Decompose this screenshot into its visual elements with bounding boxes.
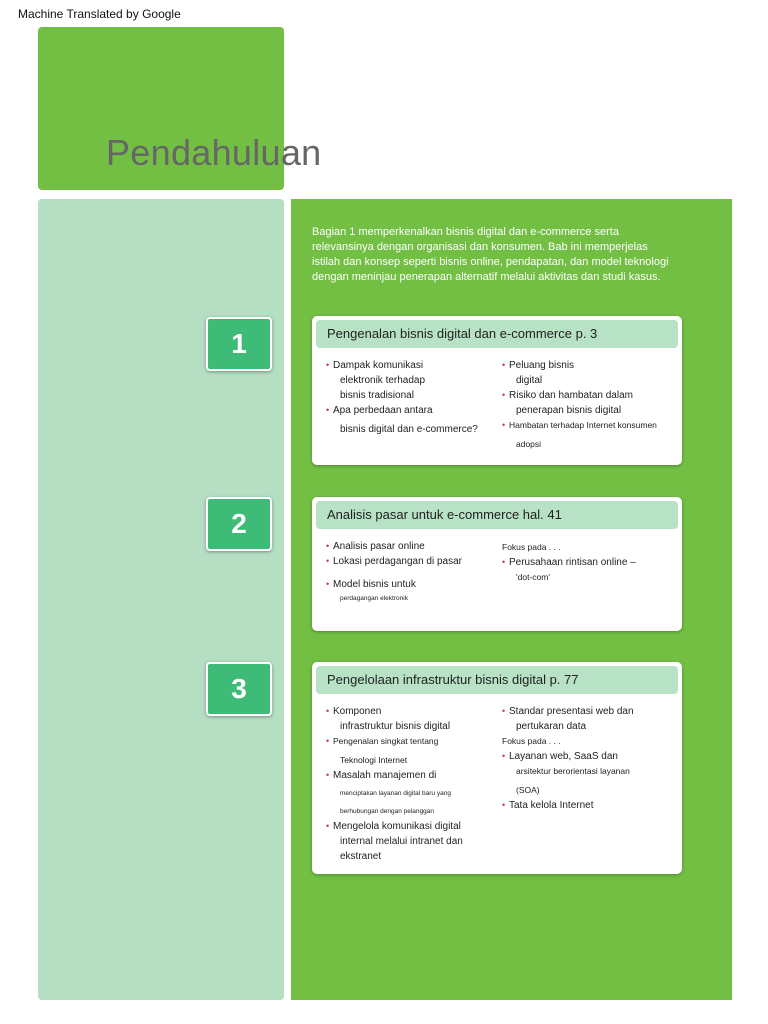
list-item: • Mengelola komunikasi digital bbox=[326, 819, 496, 834]
section-card bbox=[312, 316, 682, 465]
section-title: Analisis pasar untuk e-commerce hal. 41 bbox=[327, 507, 562, 522]
section-number-badge: 3 bbox=[206, 662, 272, 716]
list-item-continuation: bisnis tradisional bbox=[340, 390, 414, 401]
list-item-continuation: bisnis digital dan e-commerce? bbox=[340, 424, 478, 435]
list-item-continuation: Teknologi Internet bbox=[340, 755, 408, 765]
section-card bbox=[312, 497, 682, 631]
list-item-continuation: ekstranet bbox=[340, 851, 382, 862]
list-item: • Layanan web, SaaS dan bbox=[502, 749, 678, 764]
list-item-continuation: berhubungan dengan pelanggan bbox=[340, 808, 434, 815]
section-left-list bbox=[326, 358, 496, 437]
list-item: • Model bisnis untuk bbox=[326, 577, 496, 592]
section-number-badge: 2 bbox=[206, 497, 272, 551]
section-left-list bbox=[326, 704, 496, 864]
list-item-continuation: (SOA) bbox=[516, 785, 540, 795]
focus-label: Fokus pada . . . bbox=[502, 736, 561, 746]
list-item: • Tata kelola Internet bbox=[502, 798, 678, 813]
list-item: • Apa perbedaan antara bbox=[326, 403, 496, 418]
list-item-continuation: adopsi bbox=[516, 439, 542, 449]
section-title: Pengelolaan infrastruktur bisnis digital p. 77 bbox=[327, 672, 579, 687]
section-card bbox=[312, 662, 682, 874]
list-item: • Perusahaan rintisan online – bbox=[502, 555, 678, 570]
section-card-header bbox=[316, 666, 678, 694]
list-item-continuation: infrastruktur bisnis digital bbox=[340, 721, 451, 732]
list-item-continuation: menciptakan layanan digital baru yang bbox=[340, 790, 451, 797]
focus-label: Fokus pada . . . bbox=[502, 542, 561, 552]
list-item-continuation: elektronik terhadap bbox=[340, 375, 426, 386]
list-item: • Lokasi perdagangan di pasar bbox=[326, 554, 496, 569]
list-item: • Standar presentasi web dan bbox=[502, 704, 678, 719]
list-item-continuation: perdagangan elektronik bbox=[340, 595, 408, 602]
list-item-continuation: digital bbox=[516, 375, 543, 386]
list-item: • Komponen bbox=[326, 704, 496, 719]
list-item: • Hambatan terhadap Internet konsumen bbox=[502, 418, 678, 433]
section-card-header bbox=[316, 320, 678, 348]
machine-translated-label: Machine Translated by Google bbox=[18, 7, 181, 21]
list-item: • Peluang bisnis bbox=[502, 358, 678, 373]
intro-paragraph: Bagian 1 memperkenalkan bisnis digital dan e-commerce serta relevansinya dengan organisasi dan konsumen. Bab ini memperjelas istilah dan konsep seperti bisnis online, pendapatan, dan model teknologi dengan meninjau penerapan alternatif melalui aktivitas dan studi kasus. bbox=[312, 226, 669, 283]
section-right-list bbox=[502, 358, 678, 452]
list-item-continuation: internal melalui intranet dan bbox=[340, 836, 463, 847]
section-number-badge: 1 bbox=[206, 317, 272, 371]
list-item-continuation: 'dot-com' bbox=[516, 572, 550, 582]
list-item: • Risiko dan hambatan dalam bbox=[502, 388, 678, 403]
section-right-list bbox=[502, 704, 678, 813]
list-item: • Analisis pasar online bbox=[326, 539, 496, 554]
section-right-list bbox=[502, 540, 678, 585]
list-item: • Pengenalan singkat tentang bbox=[326, 734, 496, 749]
section-left-list bbox=[326, 539, 496, 606]
page-title: Pendahuluan bbox=[106, 132, 322, 173]
section-title: Pengenalan bisnis digital dan e-commerce p. 3 bbox=[327, 326, 598, 341]
section-card-header bbox=[316, 501, 678, 529]
list-item-continuation: arsitektur berorientasi layanan bbox=[516, 766, 630, 776]
list-item-continuation: pertukaran data bbox=[516, 721, 587, 732]
list-item: • Dampak komunikasi bbox=[326, 358, 496, 373]
list-item-continuation: penerapan bisnis digital bbox=[516, 405, 622, 416]
list-item: • Masalah manajemen di bbox=[326, 768, 496, 783]
